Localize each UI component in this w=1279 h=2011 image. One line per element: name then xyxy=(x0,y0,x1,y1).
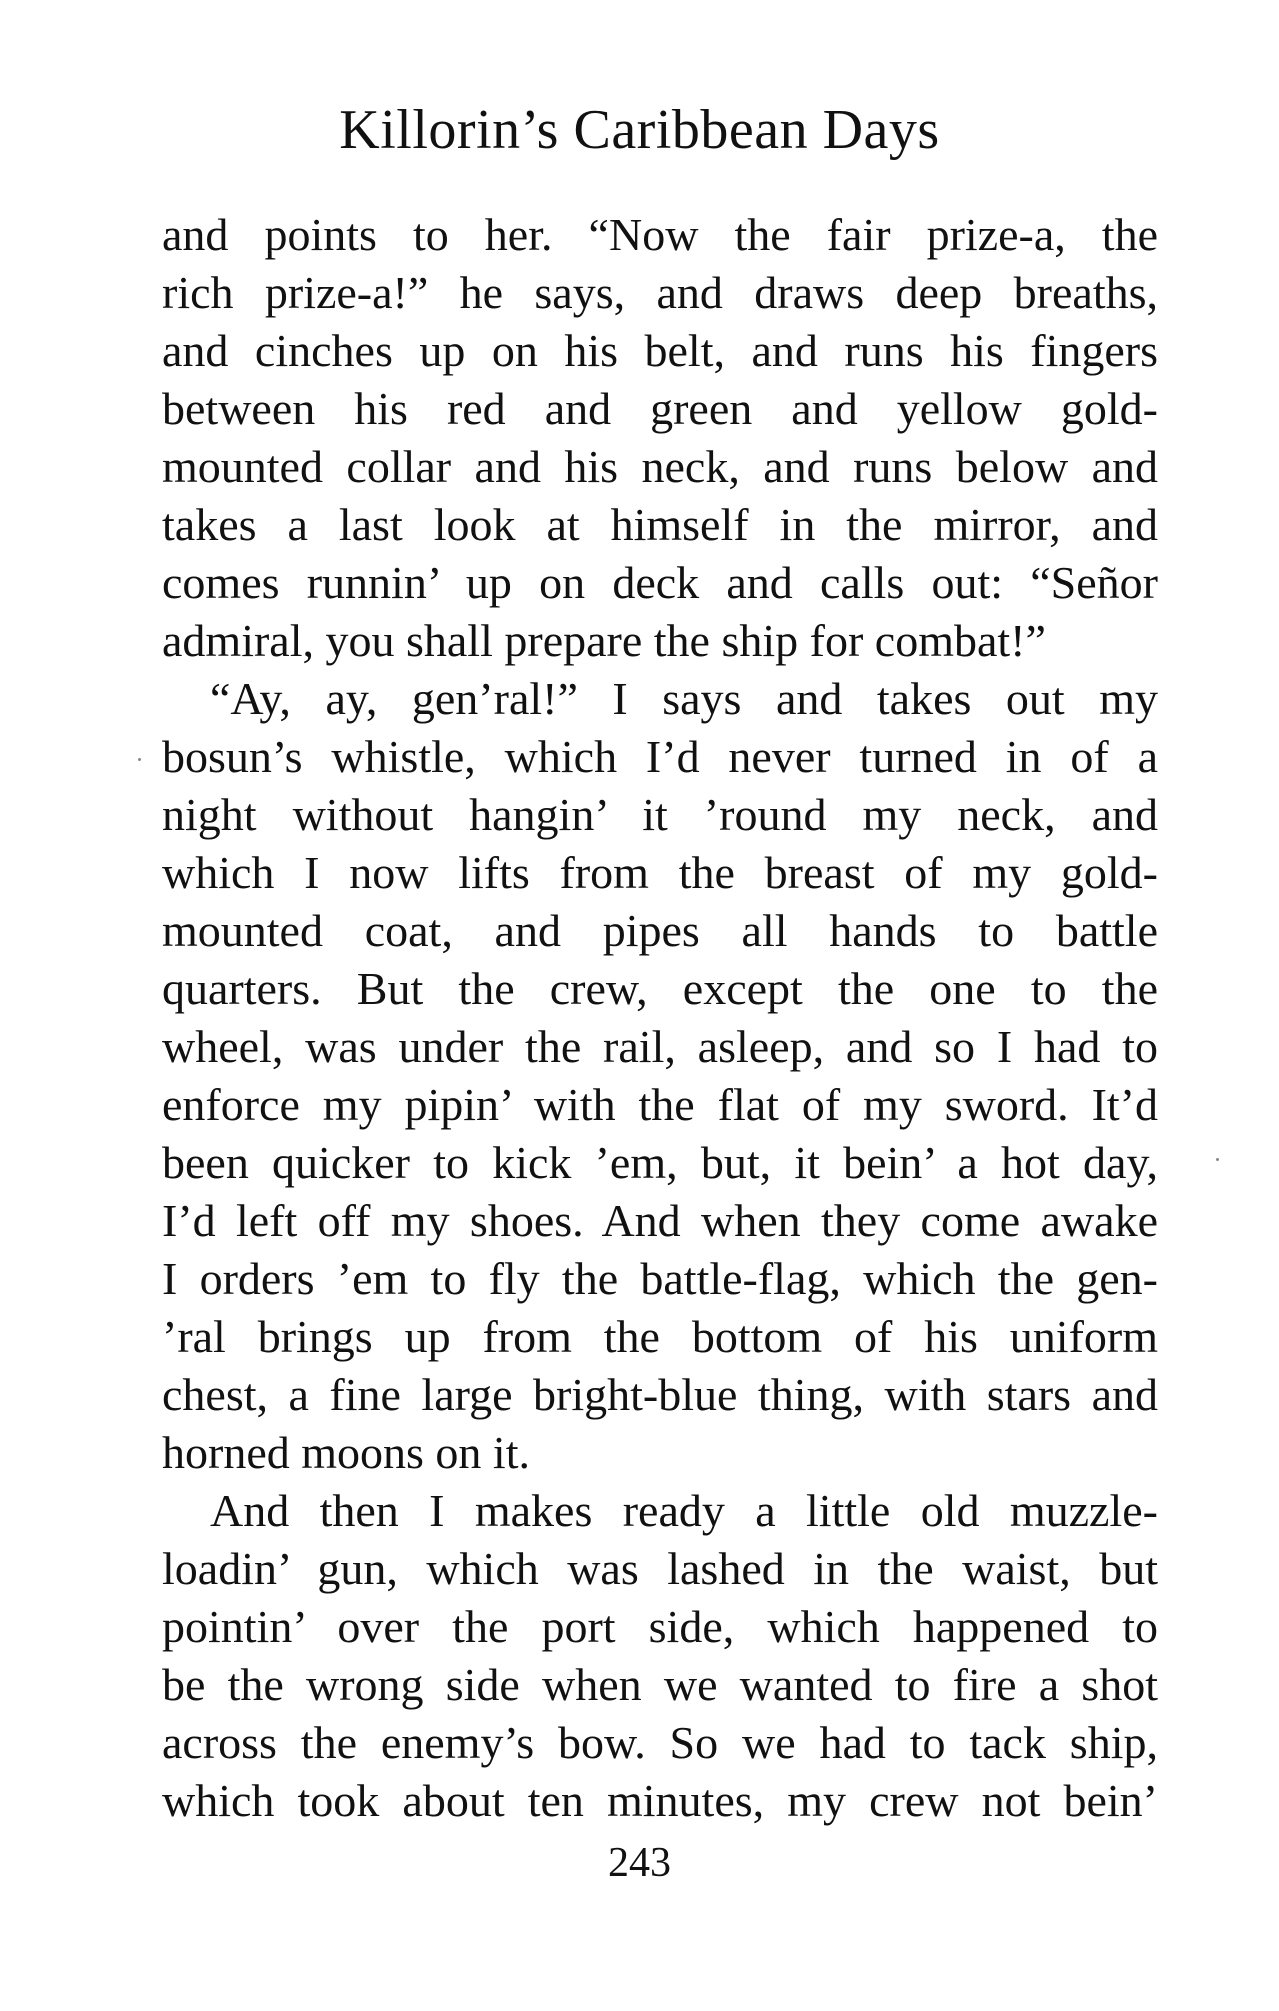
text-line: rich prize-a!” he says, and draws deep breaths, xyxy=(162,267,1158,318)
text-line: bosun’s whistle, which I’d never turned in of a xyxy=(162,731,1158,782)
text-line: enforce my pipin’ with the flat of my sword. It’d xyxy=(162,1079,1158,1130)
text-line: pointin’ over the port side, which happened to xyxy=(162,1601,1158,1652)
text-line: And then I makes ready a little old muzzle- xyxy=(210,1485,1158,1536)
text-line: and cinches up on his belt, and runs his fingers xyxy=(162,325,1158,376)
print-speck xyxy=(138,758,141,761)
text-line: wheel, was under the rail, asleep, and so I had to xyxy=(162,1021,1158,1072)
text-line: “Ay, ay, gen’ral!” I says and takes out my xyxy=(210,673,1158,724)
body-text xyxy=(162,206,1158,1830)
text-line: been quicker to kick ’em, but, it bein’ a hot day, xyxy=(162,1137,1158,1188)
text-line: night without hangin’ it ’round my neck, and xyxy=(162,789,1158,840)
print-speck xyxy=(1216,1158,1219,1161)
text-line: mounted collar and his neck, and runs below and xyxy=(162,441,1158,492)
running-title: Killorin’s Caribbean Days xyxy=(339,99,940,161)
text-line: which I now lifts from the breast of my gold- xyxy=(162,847,1158,898)
text-line: I orders ’em to fly the battle-flag, which the gen- xyxy=(162,1253,1158,1304)
text-line: loadin’ gun, which was lashed in the waist, but xyxy=(162,1543,1158,1594)
text-line: and points to her. “Now the fair prize-a, the xyxy=(162,209,1158,260)
text-line: horned moons on it. xyxy=(162,1427,530,1478)
text-line: I’d left off my shoes. And when they come awake xyxy=(162,1195,1158,1246)
text-line: which took about ten minutes, my crew not bein’ xyxy=(162,1775,1158,1826)
text-line: admiral, you shall prepare the ship for combat!” xyxy=(162,615,1046,666)
page-number: 243 xyxy=(608,1840,671,1886)
text-line: between his red and green and yellow gold- xyxy=(162,383,1158,434)
text-line: be the wrong side when we wanted to fire a shot xyxy=(162,1659,1158,1710)
text-line: ’ral brings up from the bottom of his uniform xyxy=(162,1311,1158,1362)
text-line: mounted coat, and pipes all hands to battle xyxy=(162,905,1158,956)
text-line: comes runnin’ up on deck and calls out: “Señor xyxy=(162,557,1158,608)
text-line: chest, a fine large bright-blue thing, with stars and xyxy=(162,1369,1158,1420)
text-line: takes a last look at himself in the mirror, and xyxy=(162,499,1158,550)
text-line: across the enemy’s bow. So we had to tack ship, xyxy=(162,1717,1158,1768)
text-line: quarters. But the crew, except the one to the xyxy=(162,963,1158,1014)
